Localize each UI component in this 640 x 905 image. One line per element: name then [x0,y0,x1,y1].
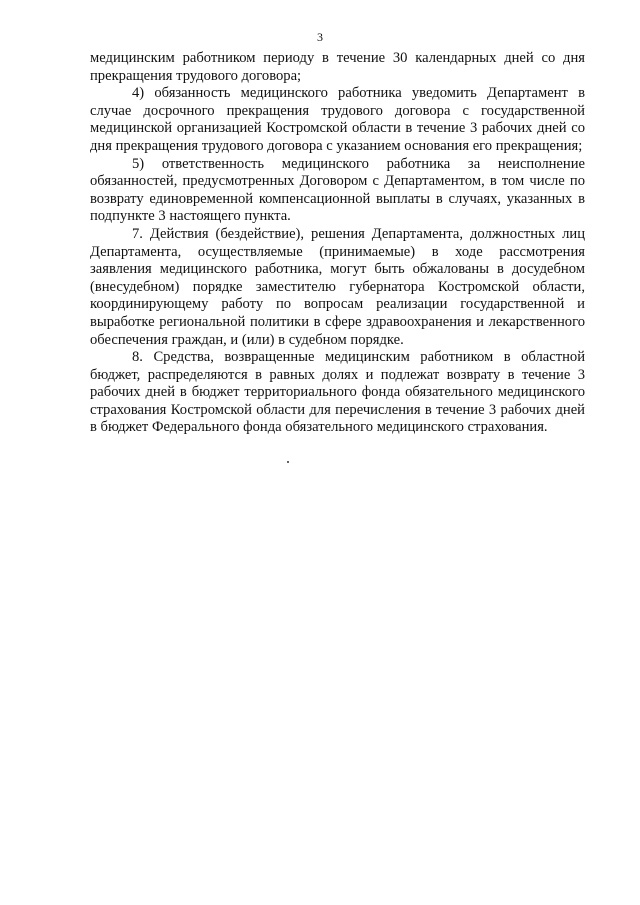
paragraph-item-4: 4) обязанность медицинского работника уведомить Департамент в случае досрочного прекращения трудового договора с государственной медицинской организацией Костромской области в течение 3 рабочих дней со дня прекращения трудового договора с указанием основания его прекращения; [90,85,585,154]
scan-speck [287,461,289,463]
paragraph-item-5: 5) ответственность медицинского работника за неисполнение обязанностей, предусмотренных Договором с Департаментом, в том числе по возврату единовременной компенсационной выплаты в случаях, указанных в подпункте 3 настоящего пункта. [90,155,585,225]
paragraph-continuation: медицинским работником периоду в течение 30 календарных дней со дня прекращения трудового договора; [90,50,585,84]
page-number: 3 [317,30,323,44]
paragraph-section-8: 8. Средства, возвращенные медицинским работником в областной бюджет, распределяются в равных долях и подлежат возврату в течение 3 рабочих дней в бюджет территориального фонда обязательного медицинского страхования Костромской области для перечисления в течение 3 рабочих дней в бюджет Федерального фонда обязательного медицинского страхования. [90,349,585,436]
document-body [90,50,585,437]
paragraph-section-7: 7. Действия (бездействие), решения Департамента, должностных лиц Департамента, осуществляемые (принимаемые) в ходе рассмотрения заявления медицинского работника, могут быть обжалованы в досудебном (внесудебном) порядке заместителю губернатора Костромской области, координирующему работу по вопросам реализации государственной и выработке региональной политики в сфере здравоохранения и лекарственного обеспечения граждан, и (или) в судебном порядке. [90,225,585,348]
